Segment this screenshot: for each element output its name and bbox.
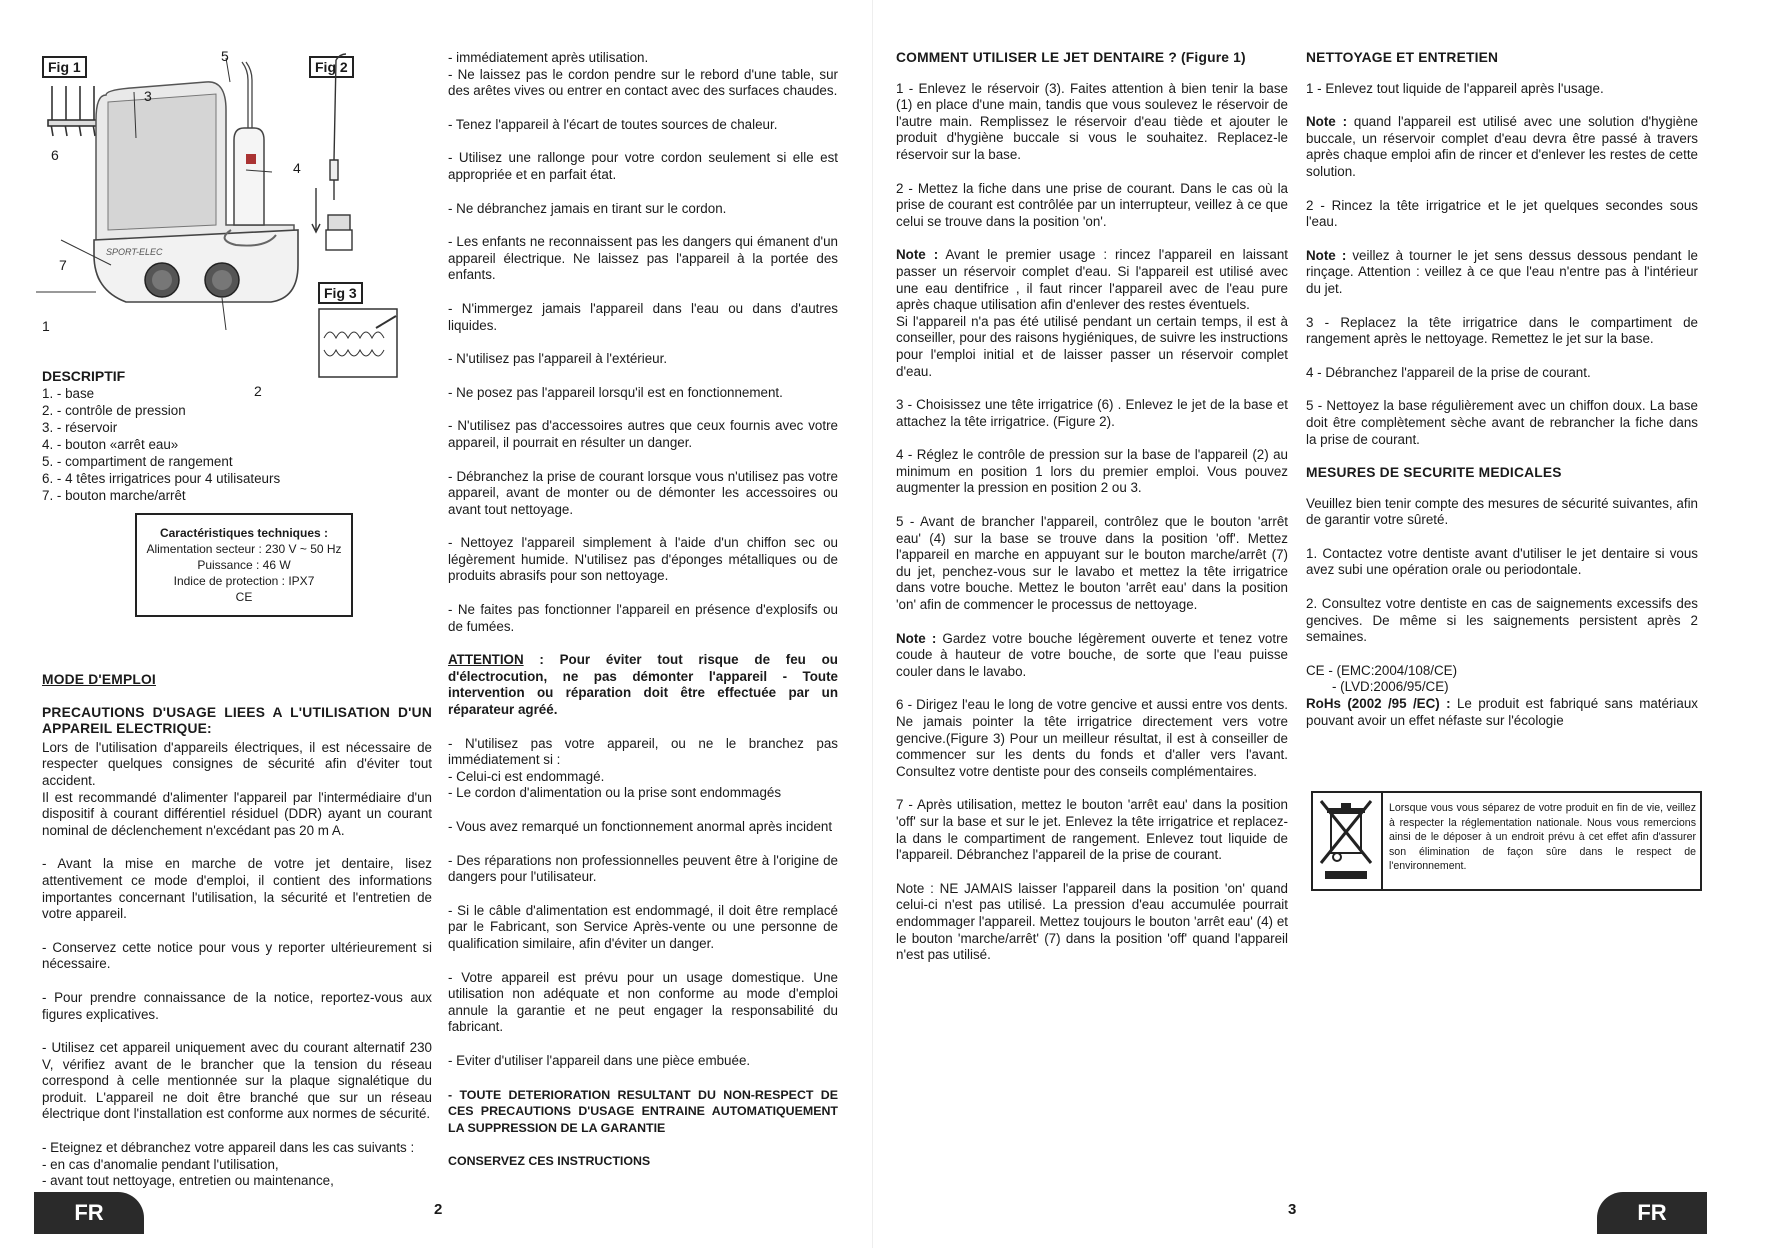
paragraph: - avant tout nettoyage, entretien ou maintenance, [42,1173,334,1189]
page-number-left: 2 [434,1201,443,1218]
paragraph: - Débranchez la prise de courant lorsque vous n'utilisez pas votre appareil, avant de monter ou de démonter les accessoires ou avant tout nettoyage. [448,468,838,517]
paragraph: - N'utilisez pas l'appareil à l'extérieur. [448,351,668,367]
cleaning-title: NETTOYAGE ET ENTRETIEN [1306,50,1499,65]
paragraph: 2 - Rincez la tête irrigatrice et le jet quelques secondes sous l'eau. [1306,197,1698,230]
callout-1: 1 [42,318,50,334]
descriptif-item: 3. - réservoir [42,420,118,435]
paragraph: - Utilisez une rallonge pour votre cordon seulement si elle est appropriée et en parfait état. [448,150,838,182]
rohs-text: Le produit est fabriqué sans matériaux pouvant avoir un effet néfaste sur l'écologie [1306,696,1698,728]
precautions-title: PRECAUTIONS D'USAGE LIEES A L'UTILISATION D'UN APPAREIL ELECTRIQUE: [42,704,432,737]
paragraph: - immédiatement après utilisation. [448,50,649,65]
rohs-label: RoHs (2002 /95 /EC) : [1306,696,1451,712]
callout-6: 6 [51,147,59,163]
paragraph: - Le cordon d'alimentation ou la prise sont endommagés [448,785,782,801]
language-tab-right: FR [1597,1192,1707,1234]
descriptif-item: 4. - bouton «arrêt eau» [42,437,179,452]
paragraph: - Ne posez pas l'appareil lorsqu'il est en fonctionnement. [448,384,783,400]
fig2-tip-icon [312,54,352,250]
fig1-label: Fig 1 [42,56,87,78]
ce-line: - (LVD:2006/95/CE) [1332,679,1449,695]
callout-7: 7 [59,257,67,273]
mode-emploi-title: MODE D'EMPLOI [42,672,156,687]
paragraph: 4 - Débranchez l'appareil de la prise de courant. [1306,364,1591,380]
paragraph: - Celui-ci est endommagé. [448,768,605,784]
paragraph: Il est recommandé d'alimenter l'appareil par l'intermédiaire d'un dispositif à courant différentiel résiduel (DDR) ayant un courant nominal de déclenchement n'excédant pas 20 m A. [42,789,432,838]
descriptif-title: DESCRIPTIF [42,368,126,384]
paragraph: - N'utilisez pas votre appareil, ou ne le branchez pas immédiatement si : [448,735,838,768]
note-label: Note : [1306,114,1348,130]
note-text: Gardez votre bouche légèrement ouverte et tenez votre coude à hauteur de votre bouche, de sorte que l'eau puisse couler dans le lavabo. [896,630,1288,679]
descriptif-item: 1. - base [42,386,95,401]
column-1 [42,672,432,1190]
paragraph: - Ne laissez pas le cordon pendre sur le rebord d'une table, sur des arêtes vives ou entrer en contact avec des surfaces chaudes. [448,66,838,99]
note-paragraph [896,631,1288,681]
note-paragraph [896,247,1288,313]
note-paragraph [1306,114,1698,180]
irrigator-tips-icon [48,86,98,136]
attention-word: ATTENTION [448,652,524,668]
descriptif [42,368,280,504]
fig3-teeth-icon [318,308,398,378]
paragraph: - Si le câble d'alimentation est endommagé, il doit être remplacé par le Fabricant, son Service Après-vente ou une personne de qualification similaire, afin d'éviter un danger. [448,902,838,951]
paragraph: - Nettoyez l'appareil simplement à l'aide d'un chiffon sec ou légèrement humide. N'utilisez pas d'éponges métalliques ou de produits abrasifs pour son nettoyage. [448,535,838,584]
note-label: Note : [896,247,939,263]
fig2-label: Fig 2 [309,56,354,78]
note-label: Note : [1306,247,1347,263]
language-tab-left: FR [34,1192,144,1234]
column-4 [1306,50,1698,729]
paragraph: 3 - Choisissez une tête irrigatrice (6) . Enlevez le jet de la base et attachez la tête irrigatrice. (Figure 2). [896,397,1288,429]
medical-safety-title: MESURES DE SECURITE MEDICALES [1306,465,1562,481]
paragraph: - Conservez cette notice pour vous y reporter ultérieurement si nécessaire. [42,939,432,972]
weee-text: Lorsque vous vous séparez de votre produit en fin de vie, veillez à respecter la réglementation nationale. Nous vous remercions ainsi de le déposer à un endroit prévu à cet effet afin d'assurer son élimination de façon sûre dans le respect de l'environnement. [1389,802,1696,873]
crossed-bin-icon [1313,793,1379,887]
how-to-title: COMMENT UTILISER LE JET DENTAIRE ? (Figure 1) [896,50,1246,65]
paragraph: - Avant la mise en marche de votre jet dentaire, lisez attentivement ce mode d'emploi, il contient des informations importantes concernant l'utilisation, la sécurité et l'entretien de votre appareil. [42,856,432,922]
paragraph: - Les enfants ne reconnaissent pas les dangers qui émanent d'un appareil électrique. Ne laissez pas l'appareil à la portée des enfants. [448,234,838,283]
paragraph: 4 - Réglez le contrôle de pression sur la base de l'appareil (2) au minimum en position 1 lors du premier emploi. Vous pouvez augmenter la pression en position 2 ou 3. [896,447,1288,496]
specs-line: Puissance : 46 W [197,558,291,572]
attention-paragraph [448,652,838,718]
paragraph: 2. Consultez votre dentiste en cas de saignements excessifs des gencives. De même si les saignements persistent après 2 semaines. [1306,596,1698,645]
paragraph: 5 - Nettoyez la base régulièrement avec un chiffon doux. La base doit être complètement sèche avant de rebrancher la fiche dans la prise de courant. [1306,398,1698,447]
note-text: quand l'appareil est utilisé avec une solution d'hygiène buccale, un réservoir complet d'eau devra être passé à travers après chaque emploi afin de rincer et d'enlever les restes de cette solution. [1306,114,1699,179]
paragraph: - en cas d'anomalie pendant l'utilisation, [42,1156,279,1172]
paragraph: - N'utilisez pas d'accessoires autres que ceux fournis avec votre appareil, il pourrait en résulter un danger. [448,418,838,450]
specs-box [135,513,353,617]
paragraph: - Des réparations non professionnelles peuvent être à l'origine de dangers pour l'utilisateur. [448,852,838,885]
specs-line: Alimentation secteur : 230 V ~ 50 Hz [146,542,342,556]
descriptif-item: 5. - compartiment de rangement [42,454,233,469]
paragraph: - Tenez l'appareil à l'écart de toutes sources de chaleur. [448,116,778,132]
paragraph: - Eviter d'utiliser l'appareil dans une pièce embuée. [448,1052,751,1068]
callout-5: 5 [221,48,229,64]
weee-icon-box [1313,793,1383,889]
paragraph: - Ne débranchez jamais en tirant sur le cordon. [448,200,727,216]
note-paragraph [1306,248,1698,298]
paragraph: 1 - Enlevez le réservoir (3). Faites attention à bien tenir la base (1) en place d'une main, tandis que vous soulevez le réservoir de l'autre main. Remplissez le réservoir d'eau tiède et ajouter le produit d'hygiène buccale si vous le souhaitez. Replacez-le réservoir sur la base. [896,80,1288,162]
paragraph: - N'immergez jamais l'appareil dans l'eau ou dans d'autres liquides. [448,300,838,333]
specs-line: Indice de protection : IPX7 [173,574,315,588]
page-fold [872,0,873,1248]
paragraph: 7 - Après utilisation, mettez le bouton 'arrêt eau' dans la position 'off' sur la base et sur le jet. Enlevez la tête irrigatrice et replacez-la dans le compartiment de rangement. Enlevez tout liquide de l'appareil. Débranchez l'appareil de la prise de courant. [896,797,1288,863]
callout-3: 3 [144,88,152,104]
paragraph: Veuillez bien tenir compte des mesures de sécurité suivantes, afin de garantir votre sûreté. [1306,495,1698,528]
descriptif-item: 6. - 4 têtes irrigatrices pour 4 utilisateurs [42,471,281,486]
paragraph: Lors de l'utilisation d'appareils électriques, il est nécessaire de respecter quelques consignes de sécurité afin d'éviter tout accident. [42,739,432,788]
descriptif-item: 2. - contrôle de pression [42,403,186,418]
rohs-paragraph [1306,696,1698,729]
paragraph: - Pour prendre connaissance de la notice, reportez-vous aux figures explicatives. [42,989,432,1022]
paragraph: Note : NE JAMAIS laisser l'appareil dans la position 'on' quand celui-ci n'est pas utilisé. La pression d'eau accumulée pourrait endommager l'appareil. Mettez toujours le bouton 'arrêt eau' (4) et le bouton 'marche/arrêt' (7) dans la position 'off' quand l'appareil n'est pas utilisé. [896,880,1288,963]
paragraph: 1 - Enlevez tout liquide de l'appareil après l'usage. [1306,80,1604,96]
attention-text: : Pour éviter tout risque de feu ou d'électrocution, ne pas démonter l'appareil - Toute intervention ou réparation doit être effectuée par un réparateur agréé. [448,652,838,718]
specs-line: CE [235,590,253,604]
paragraph: - Votre appareil est prévu pour un usage domestique. Une utilisation non adéquate et non conforme au mode d'emploi annule la garantie et ne peut engager la responsabilité du fabricant. [448,969,838,1035]
paragraph: 3 - Replacez la tête irrigatrice dans le compartiment de rangement après le nettoyage. Remettez le jet sur la base. [1306,314,1698,347]
warranty-warning: - TOUTE DETERIORATION RESULTANT DU NON-RESPECT DE CES PRECAUTIONS D'USAGE ENTRAINE AUTOMATIQUEMENT LA SUPPRESSION DE LA GARANTIE [448,1087,838,1135]
column-2 [448,50,838,1187]
paragraph: 1. Contactez votre dentiste avant d'utiliser le jet dentaire si vous avez subi une opération orale ou periodontale. [1306,545,1698,578]
note-text: Avant le premier usage : rincez l'appareil en laissant passer un réservoir complet d'eau. Si l'appareil est utilisé avec une eau dentifrice , il faut rincer l'appareil avec de l'eau pure après chaque utilisation afin d'enlever des restes éventuels. [896,247,1289,313]
paragraph: - Vous avez remarqué un fonctionnement anormal après incident [448,819,833,834]
paragraph: 5 - Avant de brancher l'appareil, contrôlez que le bouton 'arrêt eau' (4) sur la base se trouve dans la position 'off'. Mettez l'appareil en marche en appuyant sur le bouton marche/arrêt (7) du jet, penchez-vous sur le lavabo et mettez la tête irrigatrice dans votre bouche. Mettez le bouton 'arrêt eau' dans la position 'on' afin de commencer le processus de nettoyage. [896,514,1288,613]
weee-box [1311,791,1702,891]
keep-instructions: CONSERVEZ CES INSTRUCTIONS [448,1154,651,1169]
specs-title: Caractéristiques techniques : [159,526,329,540]
ce-line: CE - (EMC:2004/108/CE) [1306,662,1458,678]
descriptif-item: 7. - bouton marche/arrêt [42,488,186,503]
paragraph: 6 - Dirigez l'eau le long de votre gencive et aussi entre vos dents. Ne jamais pointer la tête irrigatrice directement vers votre gencive.(Figure 3) Pour un meilleur résultat, il est à conseiller de commencer sur les dents du fonds et d'aller vers l'avant. Consultez votre dentiste pour des conseils complémentaires. [896,697,1288,779]
note-text: veillez à tourner le jet sens dessus dessous pendant le rinçage. Attention : veillez à ce que l'eau n'entre pas à l'intérieur du jet. [1306,247,1698,296]
paragraph: Si l'appareil n'a pas été utilisé pendant un certain temps, il est à conseiller, pour des raisons hygiéniques, de suivre les instructions pour l'emploi initial et de laisser passer un réservoir complet d'eau. [896,313,1288,379]
callout-4: 4 [293,160,301,176]
note-label: Note : [896,630,937,646]
column-3 [896,50,1288,981]
paragraph: - Ne faites pas fonctionner l'appareil en présence d'explosifs ou de fumées. [448,602,838,634]
fig3-label: Fig 3 [318,282,363,304]
brand-label: SPORT-ELEC [106,247,163,257]
page-number-right: 3 [1288,1201,1297,1218]
callout-2: 2 [254,383,262,399]
paragraph: - Eteignez et débranchez votre appareil dans les cas suivants : [42,1140,415,1156]
paragraph: - Utilisez cet appareil uniquement avec du courant alternatif 230 V, vérifiez avant de le brancher que la tension du réseau correspond à celle mentionnée sur la plaque signalétique du produit. L'appareil ne doit être branché que sur un réseau électrique dont l'installation est conforme aux normes de sécurité. [42,1040,432,1122]
paragraph: 2 - Mettez la fiche dans une prise de courant. Dans le cas où la prise de courant est contrôlée par un interrupteur, veillez à ce que celui se trouve dans la position 'on'. [896,180,1288,229]
